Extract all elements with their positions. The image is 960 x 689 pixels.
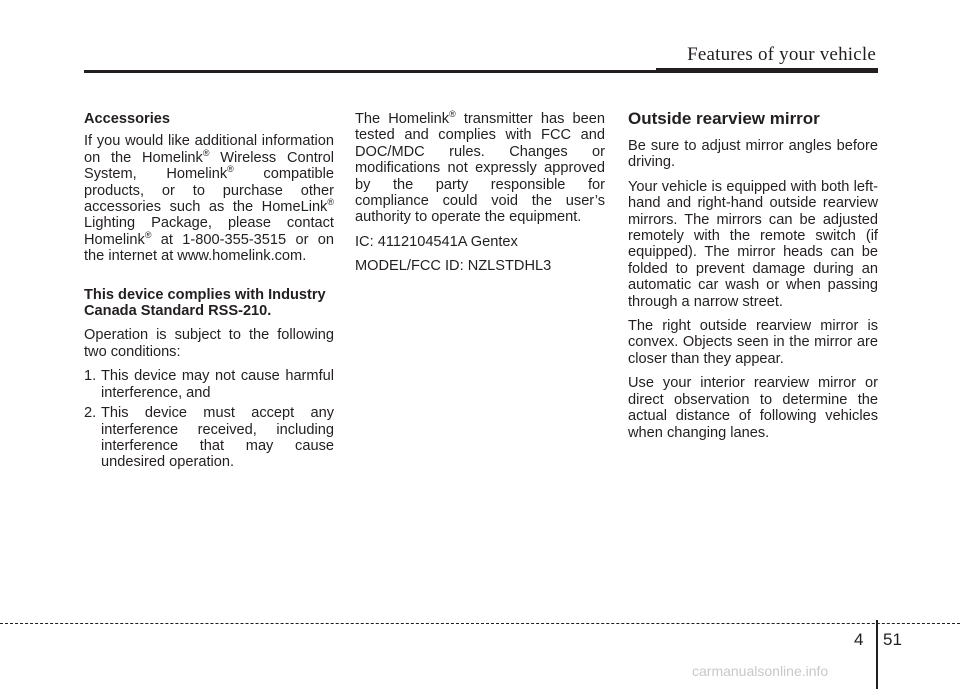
mirror-paragraph-2: Your vehicle is equipped with both left-hand and right-hand outside rearview mirrors. The mirrors can be adjusted remotely with the remote switch (if equipped). The mirror heads can be folded to prevent damage during an automatic car wash or when passing through a narrow street. (628, 178, 878, 310)
page-number: 51 (883, 630, 902, 649)
accessories-paragraph: If you would like additional information on the Homelink® Wireless Control System, Homelink® compatible products, or to purchase other accessories such as the HomeLink® Lighting Package, please contact Homelink® at 1-800-355-3515 or on the internet at www.homelink.com. (84, 133, 334, 265)
watermark: carmanualsonline.info (692, 663, 829, 679)
section-heading: Outside rearview mirror (628, 109, 820, 128)
accessories-heading: Accessories (84, 111, 171, 127)
mirror-paragraph-4: Use your interior rearview mirror or direct observation to determine the actual distance of following vehicles when changing lanes. (628, 375, 878, 441)
mirror-paragraph-1: Be sure to adjust mirror angles before driving. (628, 138, 878, 171)
footer-rule (0, 623, 960, 624)
chapter-number: 4 (854, 630, 864, 649)
list-item: 2. This device must accept any interference received, including interference that may cause undesired operation. (84, 405, 334, 471)
header-rule (84, 70, 656, 73)
operation-intro: Operation is subject to the following two conditions: (84, 327, 334, 360)
mirror-paragraph-3: The right outside rearview mirror is convex. Objects seen in the mirror are closer than they appear. (628, 318, 878, 367)
column-3 (628, 111, 878, 449)
page-header-title: Features of your vehicle (687, 44, 876, 65)
column-1 (84, 111, 334, 479)
list-item: 1. This device may not cause harmful interference, and (84, 368, 334, 401)
column-2 (355, 111, 605, 283)
fcc-id: MODEL/FCC ID: NZLSTDHL3 (355, 258, 552, 275)
page-number-divider (876, 620, 878, 689)
conditions-list (84, 368, 334, 470)
transmitter-paragraph: The Homelink® transmitter has been tested and complies with FCC and DOC/MDC rules. Changes or modifications not expressly approved by the party responsible for compliance could void the user’s authority to operate the equipment. (355, 109, 605, 226)
compliance-heading: This device complies with Industry Canada Standard RSS-210. (84, 286, 326, 320)
header-accent-bar (656, 68, 878, 73)
ic-id: IC: 4112104541A Gentex (355, 233, 518, 250)
